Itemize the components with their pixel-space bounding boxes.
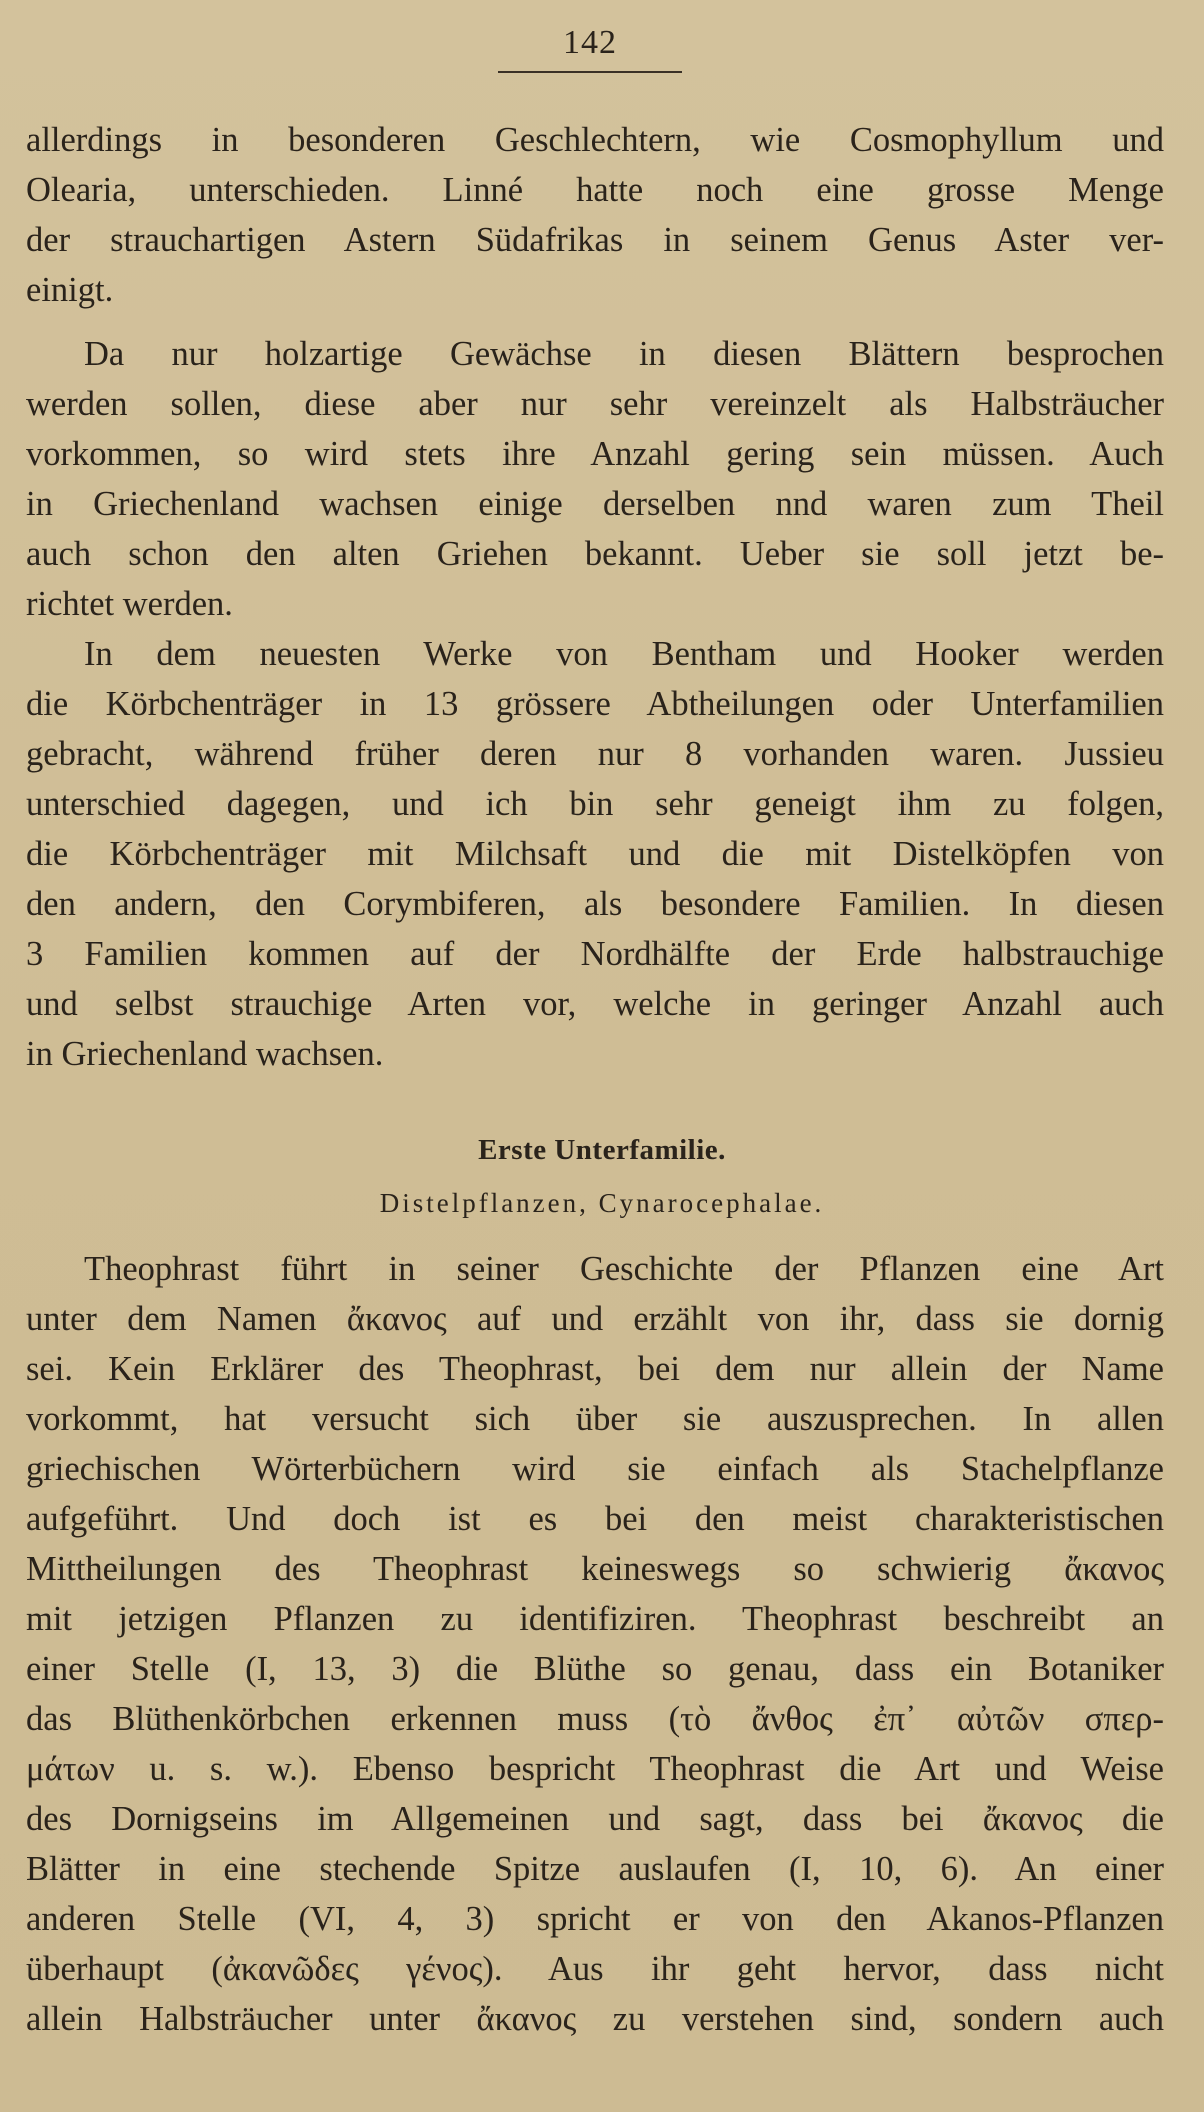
header-rule	[498, 71, 682, 73]
paragraph-1	[26, 115, 1164, 315]
text-line: sei. Kein Erklärer des Theophrast, bei dem nur allein der Name	[26, 1350, 1164, 1388]
text-line: den andern, den Corymbiferen, als besondere Familien. In diesen	[26, 885, 1164, 923]
text-line: anderen Stelle (VI, 4, 3) spricht er von den Akanos-Pflanzen	[26, 1900, 1164, 1938]
text-line: in Griechenland wachsen einige derselben nnd waren zum Theil	[26, 485, 1164, 523]
text-line: die Körbchenträger in 13 grössere Abtheilungen oder Unterfamilien	[26, 685, 1164, 723]
text-line: Blätter in eine stechende Spitze auslaufen (I, 10, 6). An einer	[26, 1850, 1164, 1888]
text-line: Theophrast führt in seiner Geschichte der Pflanzen eine Art	[84, 1250, 1164, 1288]
text-line: Mittheilungen des Theophrast keineswegs so schwierig ἄκανος	[26, 1550, 1164, 1588]
text-line: in Griechenland wachsen.	[26, 1035, 384, 1073]
text-line: μάτων u. s. w.). Ebenso bespricht Theophrast die Art und Weise	[26, 1750, 1164, 1788]
text-line: gebracht, während früher deren nur 8 vorhanden waren. Jussieu	[26, 735, 1164, 773]
text-line: des Dornigseins im Allgemeinen und sagt, dass bei ἄκανος die	[26, 1800, 1164, 1838]
text-line: auch schon den alten Griehen bekannt. Ueber sie soll jetzt be-	[26, 535, 1164, 573]
section-heading: Erste Unterfamilie.	[478, 1134, 726, 1166]
text-line: werden sollen, diese aber nur sehr vereinzelt als Halbsträucher	[26, 385, 1164, 423]
text-line: vorkommt, hat versucht sich über sie auszusprechen. In allen	[26, 1400, 1164, 1438]
text-line: In dem neuesten Werke von Bentham und Hooker werden	[84, 635, 1164, 673]
text-line: richtet werden.	[26, 585, 233, 623]
text-line: Olearia, unterschieden. Linné hatte noch eine grosse Menge	[26, 171, 1164, 209]
text-line: die Körbchenträger mit Milchsaft und die mit Distelköpfen von	[26, 835, 1164, 873]
text-line: das Blüthenkörbchen erkennen muss (τὸ ἄνθος ἐπ᾽ αὐτῶν σπερ-	[26, 1700, 1164, 1738]
text-line: mit jetzigen Pflanzen zu identifiziren. Theophrast beschreibt an	[26, 1600, 1164, 1638]
text-line: überhaupt (ἀκανῶδες γένος). Aus ihr geht hervor, dass nicht	[26, 1950, 1164, 1988]
text-line: und selbst strauchige Arten vor, welche in geringer Anzahl auch	[26, 985, 1164, 1023]
text-line: unter dem Namen ἄκανος auf und erzählt von ihr, dass sie dornig	[26, 1300, 1164, 1338]
text-line: griechischen Wörterbüchern wird sie einfach als Stachelpflanze	[26, 1450, 1164, 1488]
text-line: einer Stelle (I, 13, 3) die Blüthe so genau, dass ein Botaniker	[26, 1650, 1164, 1688]
text-line: allerdings in besonderen Geschlechtern, wie Cosmophyllum und	[26, 121, 1164, 159]
paragraph-4	[26, 1244, 1164, 2044]
text-line: Da nur holzartige Gewächse in diesen Blättern besprochen	[84, 335, 1164, 373]
text-line: der strauchartigen Astern Südafrikas in seinem Genus Aster ver-	[26, 221, 1164, 259]
text-line: 3 Familien kommen auf der Nordhälfte der Erde halbstrauchige	[26, 935, 1164, 973]
text-line: einigt.	[26, 271, 114, 309]
paragraph-2	[26, 329, 1164, 629]
text-line: unterschied dagegen, und ich bin sehr geneigt ihm zu folgen,	[26, 785, 1164, 823]
paragraph-3	[26, 629, 1164, 1079]
page-number: 142	[563, 24, 617, 61]
text-line: allein Halbsträucher unter ἄκανος zu verstehen sind, sondern auch	[26, 2000, 1164, 2038]
section-subheading: Distelpflanzen, Cynarocephalae.	[379, 1188, 825, 1218]
text-line: aufgeführt. Und doch ist es bei den meist charakteristischen	[26, 1500, 1164, 1538]
text-line: vorkommen, so wird stets ihre Anzahl gering sein müssen. Auch	[26, 435, 1164, 473]
